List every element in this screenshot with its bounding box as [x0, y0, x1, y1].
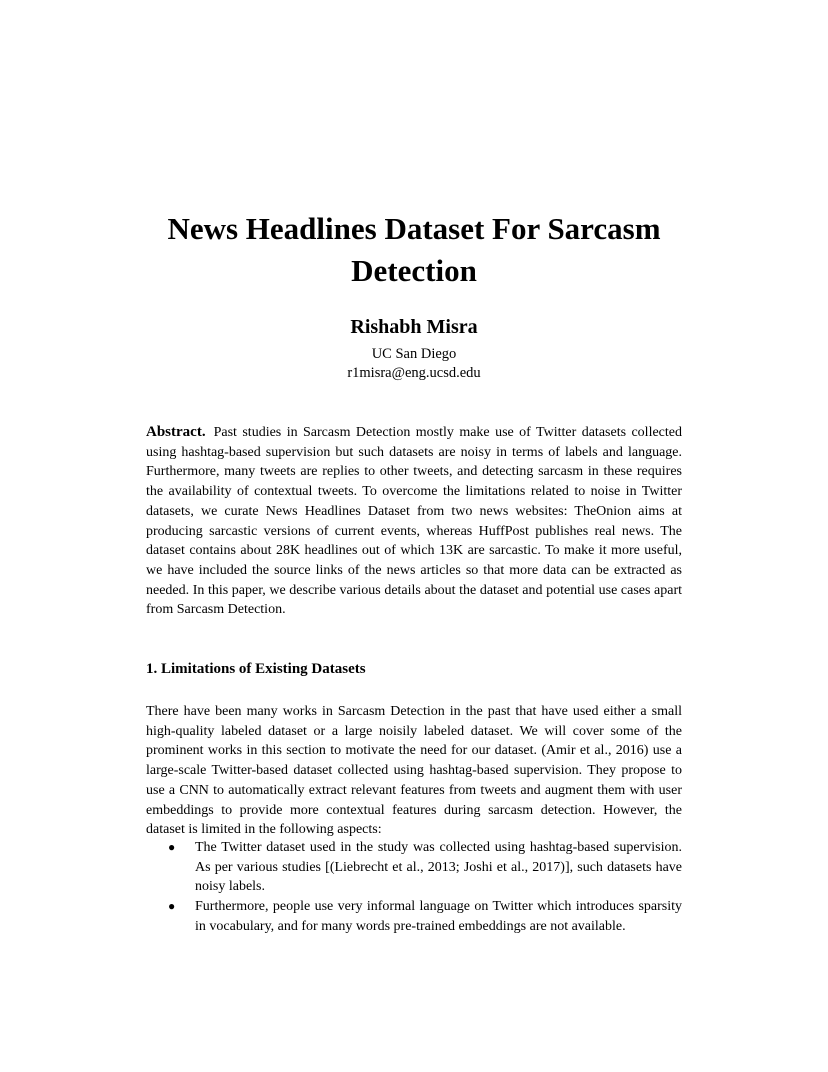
bullet-icon: ●: [168, 840, 176, 854]
author-name: Rishabh Misra: [350, 316, 478, 338]
author-affiliation: UC San Diego: [371, 346, 457, 362]
author-email: r1misra@eng.ucsd.edu: [347, 365, 481, 381]
section-heading: 1. Limitations of Existing Datasets: [146, 661, 366, 677]
section-paragraph: There have been many works in Sarcasm Detection in the past that have used either a small high-quality labeled dataset or a large noisily labeled dataset. We will cover some of the prominent works in this section to motivate the need for our dataset. (Amir et al., 2016) use a large-scale Twitter-based dataset collected using hashtag-based supervision. They propose to use a CNN to automatically extract relevant features from tweets and augment them with user embeddings to provide more contextual features during sarcasm detection. However, the dataset is limited in the following aspects:: [146, 704, 682, 838]
paper-title: News Headlines Dataset For Sarcasm Detection: [167, 211, 661, 288]
bullet-icon: ●: [168, 899, 176, 914]
list-item: [146, 897, 682, 936]
list-item-text: The Twitter dataset used in the study was collected using hashtag-based supervision. As per various studies [(Liebrecht et al., 2013; Joshi et al., 2017)], such datasets have noisy labels.: [195, 840, 682, 895]
abstract: [146, 423, 682, 620]
abstract-text: Past studies in Sarcasm Detection mostly make use of Twitter datasets collected using hashtag-based supervision but such datasets are noisy in terms of labels and language. Furthermore, many tweets are replies to other tweets, and detecting sarcasm in these requires the availability of contextual tweets. To overcome the limitations related to noise in Twitter datasets, we curate News Headlines Dataset from two news websites: TheOnion aims at producing sarcastic versions of current events, whereas HuffPost publishes real news. The dataset contains about 28K headlines out of which 13K are sarcastic. To make it more useful, we have included the source links of the news articles so that more data can be extracted as needed. In this paper, we describe various details about the dataset and potential use cases apart from Sarcasm Detection.: [146, 425, 682, 618]
bullet-list: [146, 838, 682, 937]
list-item-text: Furthermore, people use very informal language on Twitter which introduces sparsity in vocabulary, and for many words pre-trained embeddings are not available.: [195, 899, 682, 934]
abstract-label: Abstract.: [146, 424, 206, 440]
list-item: [146, 838, 682, 897]
